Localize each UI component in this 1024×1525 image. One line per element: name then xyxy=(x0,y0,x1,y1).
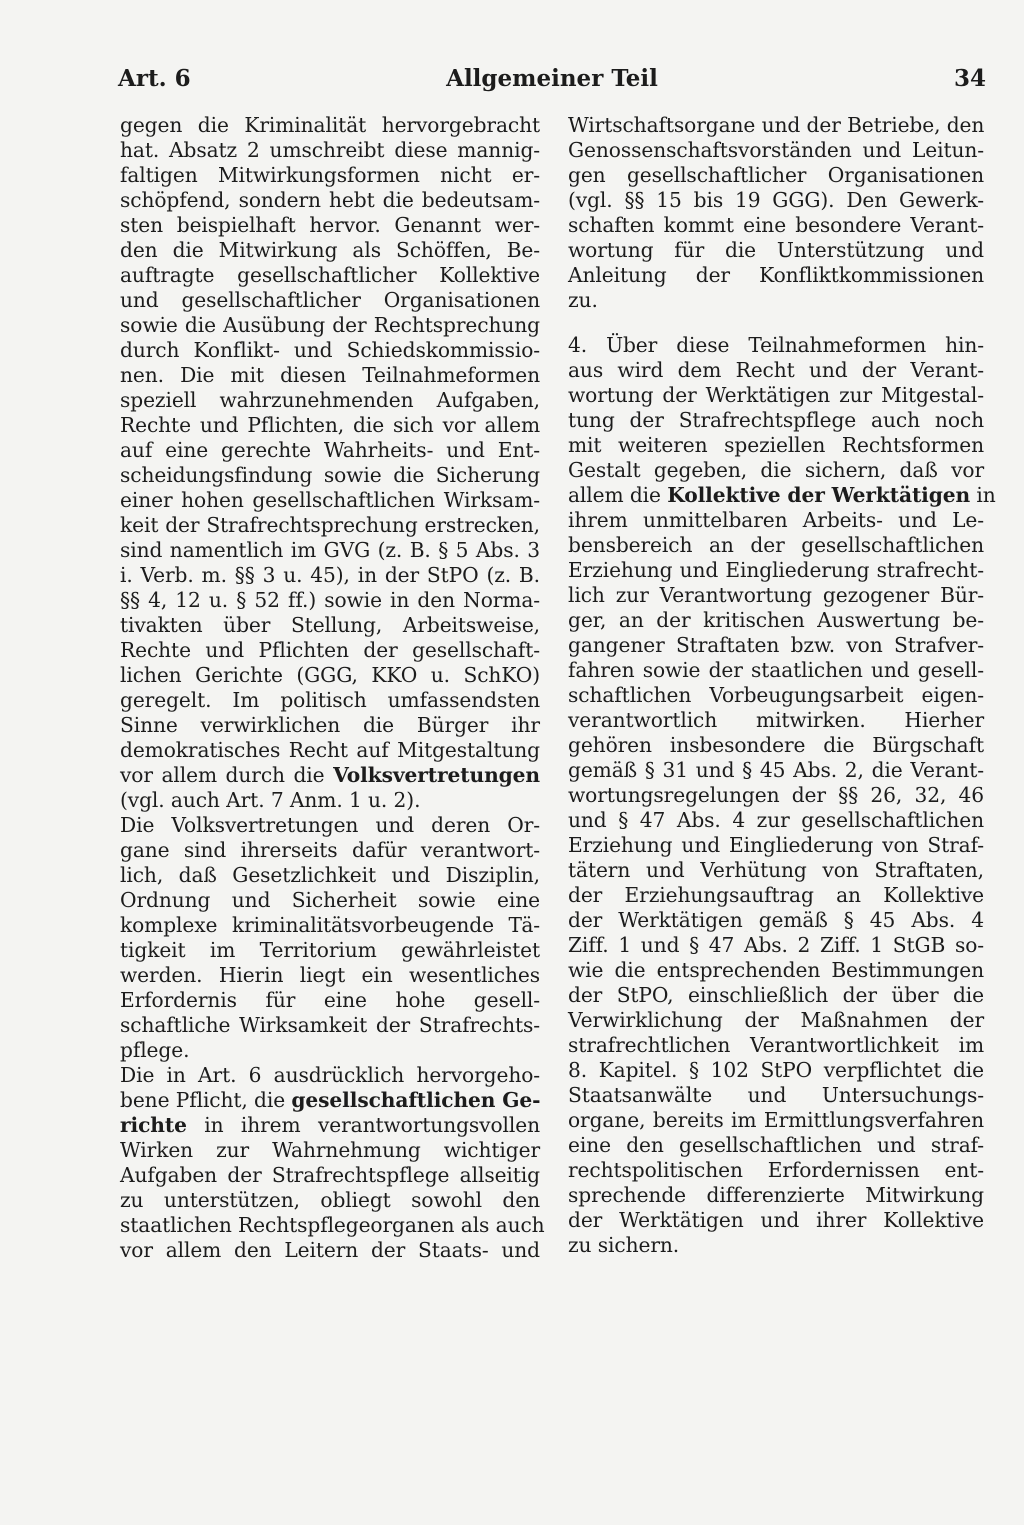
text-line: sprechende differenzierte Mitwirkung xyxy=(568,1183,984,1207)
text-line: aus wird dem Recht und der Verant- xyxy=(568,358,984,382)
text-line: lichen Gerichte (GGG, KKO u. SchKO) xyxy=(120,663,540,687)
text-line: gehören insbesondere die Bürgschaft xyxy=(568,733,984,757)
text-line: werden. Hierin liegt ein wesentliches xyxy=(120,963,540,987)
text-line: wie die entsprechenden Bestimmungen xyxy=(568,958,984,982)
text-line: (vgl. §§ 15 bis 19 GGG). Den Gewerk- xyxy=(568,188,984,212)
text-line: Wirtschaftsorgane und der Betriebe, den xyxy=(568,113,985,137)
text-line: Genossenschaftsvorständen und Leitun- xyxy=(568,138,984,162)
text-line: tivakten über Stellung, Arbeitsweise, xyxy=(120,613,540,637)
text-line: Erfordernis für eine hohe gesell- xyxy=(120,988,540,1012)
text-line: zu. xyxy=(568,288,598,312)
text-line: organe, bereits im Ermittlungsverfahren xyxy=(568,1108,984,1132)
text-line: schaften kommt eine besondere Verant- xyxy=(568,213,984,237)
text-line: zu sichern. xyxy=(568,1233,680,1257)
text-line: (vgl. auch Art. 7 Anm. 1 u. 2). xyxy=(120,788,421,812)
text-line: tätern und Verhütung von Straftaten, xyxy=(568,858,984,882)
text-line: Verwirklichung der Maßnahmen der xyxy=(568,1008,984,1032)
text-line: bensbereich an der gesellschaftlichen xyxy=(568,533,984,557)
text-line: verantwortlich mitwirken. Hierher xyxy=(568,708,984,732)
text-line: Wirken zur Wahrnehmung wichtiger xyxy=(120,1138,540,1162)
text-line: zu unterstützen, obliegt sowohl den xyxy=(120,1188,540,1212)
text-line xyxy=(120,1113,540,1138)
text-line: speziell wahrzunehmenden Aufgaben, xyxy=(120,388,540,412)
text-line: Staatsanwälte und Untersuchungs- xyxy=(568,1083,984,1107)
text-line: gen gesellschaftlicher Organisationen xyxy=(568,163,984,187)
text-segment: in ihrem verantwortungsvollen xyxy=(186,1113,540,1137)
text-line: gemäß § 31 und § 45 Abs. 2, die Verant- xyxy=(568,758,984,782)
text-line: Sinne verwirklichen die Bürger ihr xyxy=(120,713,540,737)
text-line: schaftlichen Vorbeugungsarbeit eigen- xyxy=(568,683,984,707)
text-line: Gestalt gegeben, die sichern, daß vor xyxy=(568,458,984,482)
text-segment: bene Pflicht, die xyxy=(120,1088,292,1112)
text-line: Ordnung und Sicherheit sowie eine xyxy=(120,888,540,912)
text-line: auf eine gerechte Wahrheits- und Ent- xyxy=(120,438,540,462)
text-line: ihrem unmittelbaren Arbeits- und Le- xyxy=(568,508,984,532)
text-line: tigkeit im Territorium gewährleistet xyxy=(120,938,540,962)
bold-term: richte xyxy=(120,1113,187,1137)
text-line: scheidungsfindung sowie die Sicherung xyxy=(120,463,540,487)
text-line: Erziehung und Eingliederung strafrecht- xyxy=(568,558,984,582)
text-line: Rechte und Pflichten, die sich vor allem xyxy=(120,413,540,437)
text-line: eine den gesellschaftlichen und straf- xyxy=(568,1133,984,1157)
text-line: gane sind ihrerseits dafür verantwort- xyxy=(120,838,540,862)
text-line: und gesellschaftlicher Organisationen xyxy=(120,288,540,312)
text-line: geregelt. Im politisch umfassendsten xyxy=(120,688,540,712)
text-segment: in xyxy=(970,483,996,507)
text-line: wortung für die Unterstützung und xyxy=(568,238,984,262)
text-line: pflege. xyxy=(120,1038,190,1062)
text-line xyxy=(120,763,540,788)
text-line: gegen die Kriminalität hervorgebracht xyxy=(120,113,540,137)
text-line: §§ 4, 12 u. § 52 ff.) sowie in den Norma- xyxy=(120,588,540,612)
text-line: ger, an der kritischen Auswertung be- xyxy=(568,608,984,632)
text-line: faltigen Mitwirkungsformen nicht er- xyxy=(120,163,540,187)
page-number: 34 xyxy=(953,65,986,92)
text-line: einer hohen gesellschaftlichen Wirksam- xyxy=(120,488,540,512)
article-label: Art. 6 xyxy=(118,65,191,92)
text-line: Rechte und Pflichten der gesellschaft- xyxy=(120,638,540,662)
text-line: Die Volksvertretungen und deren Or- xyxy=(120,813,540,837)
running-header xyxy=(118,62,986,96)
text-line: Die in Art. 6 ausdrücklich hervorgeho- xyxy=(120,1063,540,1087)
text-line: auftragte gesellschaftlicher Kollektive xyxy=(120,263,540,287)
text-line: sind namentlich im GVG (z. B. § 5 Abs. 3 xyxy=(120,538,540,562)
text-line: mit weiteren speziellen Rechtsformen xyxy=(568,433,984,457)
text-line: und § 47 Abs. 4 zur gesellschaftlichen xyxy=(568,808,984,832)
paragraph-gap xyxy=(568,313,984,333)
text-line: 4. Über diese Teilnahmeformen hin- xyxy=(568,333,984,357)
text-line: fahren sowie der staatlichen und gesell- xyxy=(568,658,984,682)
text-line: Erziehung und Eingliederung von Straf- xyxy=(568,833,984,857)
text-line xyxy=(120,1088,540,1113)
bold-term: gesellschaftlichen Ge- xyxy=(291,1088,541,1112)
text-line: lich zur Verantwortung gezogener Bür- xyxy=(568,583,984,607)
bold-term: Kollektive der Werktätigen xyxy=(667,483,971,507)
bold-term: Volksvertretungen xyxy=(333,763,540,787)
text-line: tung der Strafrechtspflege auch noch xyxy=(568,408,984,432)
text-segment: vor allem durch die xyxy=(120,763,334,787)
left-text-column xyxy=(120,113,545,1263)
text-line: durch Konflikt- und Schiedskommissio- xyxy=(120,338,540,362)
text-line: wortung der Werktätigen zur Mitgestal- xyxy=(568,383,984,407)
text-line: der Werktätigen gemäß § 45 Abs. 4 xyxy=(568,908,984,932)
text-line: i. Verb. m. §§ 3 u. 45), in der StPO (z. B. xyxy=(120,563,540,587)
text-line: sowie die Ausübung der Rechtsprechung xyxy=(120,313,540,337)
text-line: komplexe kriminalitätsvorbeugende Tä- xyxy=(120,913,540,937)
text-line: strafrechtlichen Verantwortlichkeit im xyxy=(568,1033,984,1057)
text-line: der StPO, einschließlich der über die xyxy=(568,983,984,1007)
section-title: Allgemeiner Teil xyxy=(446,65,658,92)
text-line: staatlichen Rechtspflegeorganen als auch xyxy=(120,1213,545,1237)
text-line: keit der Strafrechtsprechung erstrecken, xyxy=(120,513,540,537)
text-line: den die Mitwirkung als Schöffen, Be- xyxy=(120,238,540,262)
text-line: nen. Die mit diesen Teilnahmeformen xyxy=(120,363,540,387)
text-segment: allem die xyxy=(568,483,668,507)
text-line xyxy=(568,483,996,508)
text-line: demokratisches Recht auf Mitgestaltung xyxy=(120,738,540,762)
text-line: sten beispielhaft hervor. Genannt wer- xyxy=(120,213,540,237)
text-line: schöpfend, sondern hebt die bedeutsam- xyxy=(120,188,540,212)
text-line: Anleitung der Konfliktkommissionen xyxy=(568,263,984,287)
text-line: der Erziehungsauftrag an Kollektive xyxy=(568,883,984,907)
text-line: schaftliche Wirksamkeit der Strafrechts- xyxy=(120,1013,540,1037)
text-line: Ziff. 1 und § 47 Abs. 2 Ziff. 1 StGB so- xyxy=(568,933,984,957)
text-line: vor allem den Leitern der Staats- und xyxy=(120,1238,540,1262)
text-line: rechtspolitischen Erfordernissen ent- xyxy=(568,1158,984,1182)
text-line: lich, daß Gesetzlichkeit und Disziplin, xyxy=(120,863,540,887)
text-line: wortungsregelungen der §§ 26, 32, 46 xyxy=(568,783,984,807)
text-line: hat. Absatz 2 umschreibt diese mannig- xyxy=(120,138,540,162)
text-line: 8. Kapitel. § 102 StPO verpflichtet die xyxy=(568,1058,984,1082)
text-line: gangener Straftaten bzw. von Strafver- xyxy=(568,633,984,657)
right-text-column xyxy=(568,113,996,1258)
text-line: Aufgaben der Strafrechtspflege allseitig xyxy=(120,1163,540,1187)
text-line: der Werktätigen und ihrer Kollektive xyxy=(568,1208,984,1232)
